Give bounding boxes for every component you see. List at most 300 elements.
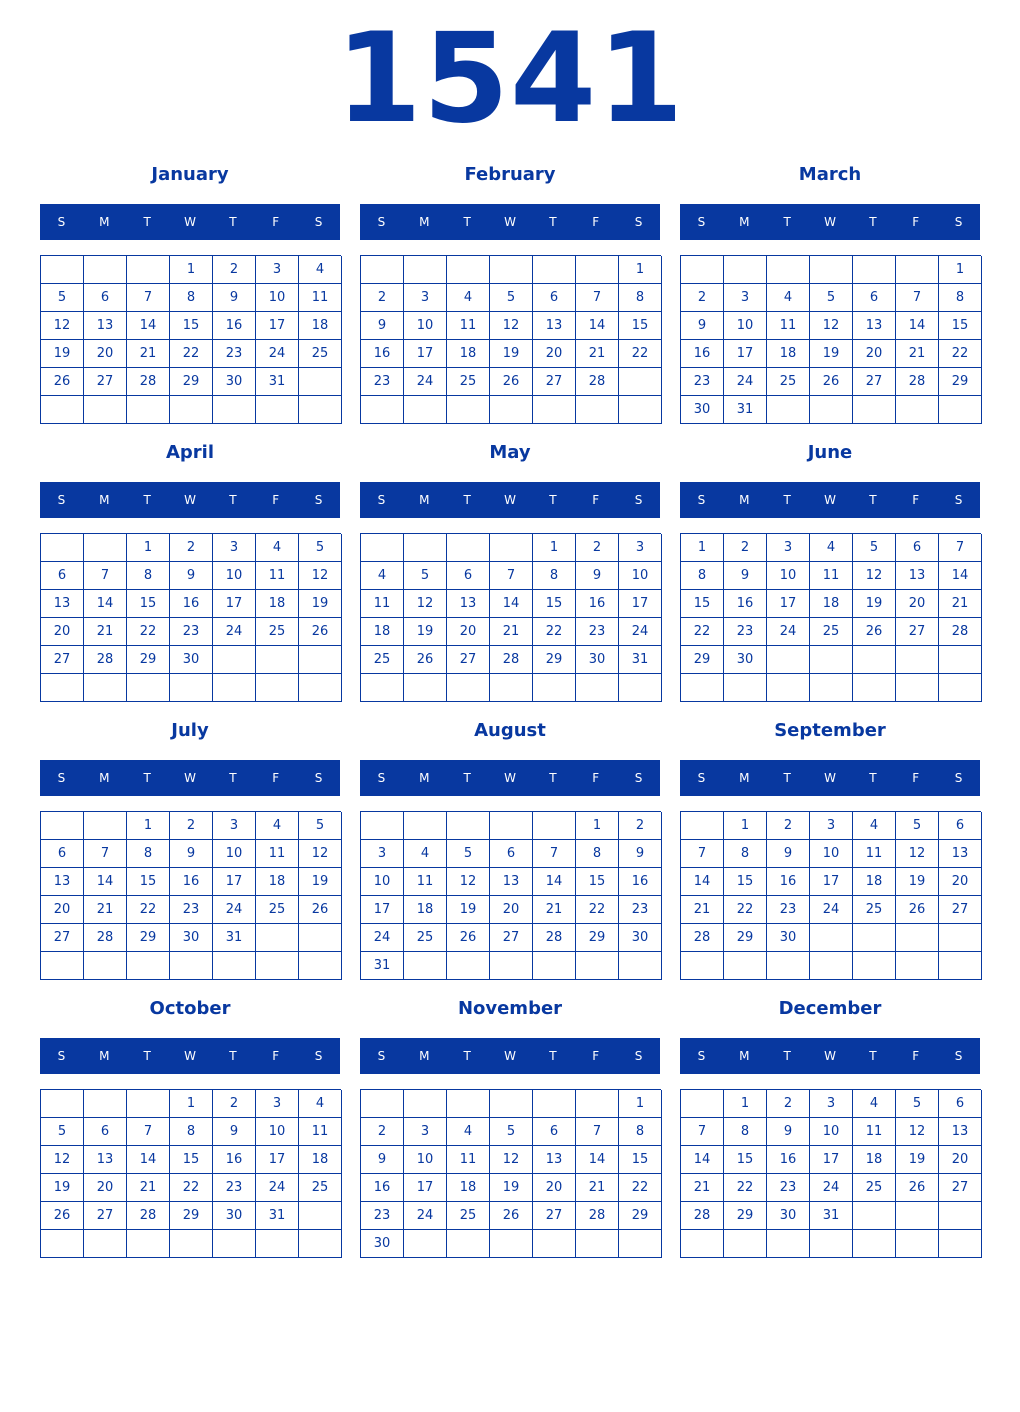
empty-day-cell bbox=[256, 674, 299, 702]
day-cell: 15 bbox=[619, 1146, 662, 1174]
day-cell: 13 bbox=[853, 312, 896, 340]
year-title: 1541 bbox=[335, 7, 685, 151]
day-cell: 11 bbox=[404, 868, 447, 896]
day-cell: 28 bbox=[576, 368, 619, 396]
day-cell: 22 bbox=[170, 340, 213, 368]
day-cell: 18 bbox=[853, 1146, 896, 1174]
empty-day-cell bbox=[84, 534, 127, 562]
day-cell: 30 bbox=[576, 646, 619, 674]
empty-day-cell bbox=[213, 646, 256, 674]
day-cell: 13 bbox=[447, 590, 490, 618]
day-cell: 31 bbox=[724, 396, 767, 424]
day-cell: 28 bbox=[84, 646, 127, 674]
day-cell: 23 bbox=[619, 896, 662, 924]
weekday-label: S bbox=[314, 1049, 323, 1063]
day-cell: 13 bbox=[533, 312, 576, 340]
empty-day-cell bbox=[533, 1230, 576, 1258]
day-cell: 20 bbox=[939, 1146, 982, 1174]
day-cell: 22 bbox=[724, 896, 767, 924]
day-cell: 24 bbox=[256, 1174, 299, 1202]
day-cell: 8 bbox=[619, 284, 662, 312]
day-cell: 12 bbox=[41, 312, 84, 340]
day-cell: 25 bbox=[767, 368, 810, 396]
day-cell: 18 bbox=[361, 618, 404, 646]
day-cell: 23 bbox=[724, 618, 767, 646]
empty-day-cell bbox=[939, 396, 982, 424]
empty-day-cell bbox=[447, 952, 490, 980]
empty-day-cell bbox=[404, 952, 447, 980]
day-cell: 9 bbox=[170, 562, 213, 590]
day-cell: 29 bbox=[576, 924, 619, 952]
day-cell: 23 bbox=[170, 896, 213, 924]
weekday-label: F bbox=[592, 215, 600, 229]
weekday-header bbox=[40, 760, 340, 796]
empty-day-cell bbox=[84, 396, 127, 424]
empty-day-cell bbox=[896, 1230, 939, 1258]
day-cell: 27 bbox=[939, 1174, 982, 1202]
day-cell: 1 bbox=[127, 812, 170, 840]
weekday-header bbox=[40, 1038, 340, 1074]
empty-day-cell bbox=[490, 952, 533, 980]
empty-day-cell bbox=[84, 1090, 127, 1118]
day-cell: 28 bbox=[490, 646, 533, 674]
day-cell: 25 bbox=[299, 340, 342, 368]
day-cell: 11 bbox=[810, 562, 853, 590]
day-cell: 13 bbox=[84, 312, 127, 340]
weekday-label: W bbox=[504, 215, 516, 229]
empty-day-cell bbox=[767, 674, 810, 702]
day-cell: 16 bbox=[361, 1174, 404, 1202]
empty-day-cell bbox=[127, 1090, 170, 1118]
empty-day-cell bbox=[853, 674, 896, 702]
day-cell: 5 bbox=[490, 1118, 533, 1146]
day-cell: 18 bbox=[853, 868, 896, 896]
day-cell: 21 bbox=[84, 618, 127, 646]
month-name: September bbox=[774, 720, 886, 741]
day-cell: 3 bbox=[404, 1118, 447, 1146]
weekday-label: W bbox=[504, 771, 516, 785]
day-cell: 6 bbox=[447, 562, 490, 590]
day-cell: 4 bbox=[299, 1090, 342, 1118]
day-cell: 4 bbox=[853, 1090, 896, 1118]
month-name: May bbox=[489, 442, 531, 463]
day-cell: 20 bbox=[533, 340, 576, 368]
day-cell: 4 bbox=[853, 812, 896, 840]
day-cell: 1 bbox=[681, 534, 724, 562]
empty-day-cell bbox=[299, 1230, 342, 1258]
empty-day-cell bbox=[41, 1090, 84, 1118]
day-cell: 30 bbox=[213, 368, 256, 396]
weekday-label: T bbox=[869, 1049, 877, 1063]
empty-day-cell bbox=[939, 952, 982, 980]
day-cell: 20 bbox=[853, 340, 896, 368]
empty-day-cell bbox=[576, 674, 619, 702]
day-cell: 23 bbox=[170, 618, 213, 646]
day-cell: 11 bbox=[256, 562, 299, 590]
day-cell: 1 bbox=[724, 812, 767, 840]
weekday-label: M bbox=[99, 215, 110, 229]
weekday-label: T bbox=[463, 215, 471, 229]
day-cell: 20 bbox=[447, 618, 490, 646]
weekday-label: T bbox=[783, 1049, 791, 1063]
day-cell: 9 bbox=[213, 284, 256, 312]
day-cell: 12 bbox=[810, 312, 853, 340]
day-cell: 19 bbox=[853, 590, 896, 618]
day-cell: 16 bbox=[170, 868, 213, 896]
weekday-label: M bbox=[99, 771, 110, 785]
day-cell: 21 bbox=[84, 896, 127, 924]
month-name: March bbox=[798, 164, 862, 185]
day-grid bbox=[680, 533, 981, 702]
day-cell: 9 bbox=[361, 1146, 404, 1174]
day-cell: 1 bbox=[533, 534, 576, 562]
day-cell: 3 bbox=[767, 534, 810, 562]
day-cell: 17 bbox=[810, 1146, 853, 1174]
weekday-label: W bbox=[504, 493, 516, 507]
weekday-label: S bbox=[57, 215, 66, 229]
month-name: February bbox=[464, 164, 556, 185]
day-cell: 26 bbox=[490, 368, 533, 396]
day-cell: 21 bbox=[939, 590, 982, 618]
day-cell: 13 bbox=[896, 562, 939, 590]
empty-day-cell bbox=[361, 396, 404, 424]
day-cell: 7 bbox=[533, 840, 576, 868]
day-cell: 7 bbox=[84, 840, 127, 868]
day-cell: 14 bbox=[939, 562, 982, 590]
weekday-label: T bbox=[783, 215, 791, 229]
day-cell: 4 bbox=[447, 1118, 490, 1146]
day-cell: 15 bbox=[619, 312, 662, 340]
empty-day-cell bbox=[939, 674, 982, 702]
weekday-label: S bbox=[377, 771, 386, 785]
empty-day-cell bbox=[41, 952, 84, 980]
day-cell: 5 bbox=[299, 812, 342, 840]
empty-day-cell bbox=[361, 674, 404, 702]
weekday-label: S bbox=[57, 1049, 66, 1063]
day-cell: 28 bbox=[939, 618, 982, 646]
empty-day-cell bbox=[853, 952, 896, 980]
empty-day-cell bbox=[810, 1230, 853, 1258]
day-cell: 3 bbox=[810, 1090, 853, 1118]
day-cell: 16 bbox=[170, 590, 213, 618]
day-cell: 10 bbox=[213, 562, 256, 590]
day-cell: 17 bbox=[256, 312, 299, 340]
empty-day-cell bbox=[576, 396, 619, 424]
empty-day-cell bbox=[896, 952, 939, 980]
empty-day-cell bbox=[404, 256, 447, 284]
day-cell: 29 bbox=[939, 368, 982, 396]
day-cell: 19 bbox=[896, 1146, 939, 1174]
day-cell: 23 bbox=[767, 896, 810, 924]
empty-day-cell bbox=[619, 952, 662, 980]
weekday-label: T bbox=[143, 1049, 151, 1063]
empty-day-cell bbox=[724, 952, 767, 980]
empty-day-cell bbox=[533, 1090, 576, 1118]
day-cell: 19 bbox=[299, 590, 342, 618]
empty-day-cell bbox=[256, 1230, 299, 1258]
day-cell: 16 bbox=[767, 1146, 810, 1174]
day-cell: 10 bbox=[724, 312, 767, 340]
day-cell: 27 bbox=[447, 646, 490, 674]
day-cell: 20 bbox=[41, 896, 84, 924]
weekday-label: T bbox=[143, 493, 151, 507]
day-cell: 4 bbox=[256, 812, 299, 840]
day-cell: 5 bbox=[896, 812, 939, 840]
day-cell: 15 bbox=[127, 590, 170, 618]
day-cell: 16 bbox=[213, 1146, 256, 1174]
day-cell: 31 bbox=[256, 1202, 299, 1230]
day-cell: 17 bbox=[724, 340, 767, 368]
day-cell: 6 bbox=[84, 1118, 127, 1146]
empty-day-cell bbox=[810, 674, 853, 702]
day-cell: 2 bbox=[170, 534, 213, 562]
day-cell: 15 bbox=[533, 590, 576, 618]
empty-day-cell bbox=[724, 256, 767, 284]
day-cell: 23 bbox=[361, 368, 404, 396]
weekday-header bbox=[680, 760, 980, 796]
day-cell: 24 bbox=[619, 618, 662, 646]
empty-day-cell bbox=[810, 646, 853, 674]
empty-day-cell bbox=[447, 534, 490, 562]
day-cell: 21 bbox=[490, 618, 533, 646]
empty-day-cell bbox=[939, 924, 982, 952]
weekday-label: T bbox=[783, 493, 791, 507]
day-cell: 24 bbox=[361, 924, 404, 952]
empty-day-cell bbox=[767, 646, 810, 674]
day-cell: 9 bbox=[361, 312, 404, 340]
empty-day-cell bbox=[299, 646, 342, 674]
day-cell: 13 bbox=[84, 1146, 127, 1174]
day-cell: 23 bbox=[767, 1174, 810, 1202]
day-cell: 19 bbox=[490, 1174, 533, 1202]
empty-day-cell bbox=[299, 368, 342, 396]
empty-day-cell bbox=[767, 396, 810, 424]
weekday-label: W bbox=[504, 1049, 516, 1063]
day-cell: 13 bbox=[41, 590, 84, 618]
weekday-label: T bbox=[463, 493, 471, 507]
empty-day-cell bbox=[404, 1230, 447, 1258]
day-cell: 25 bbox=[299, 1174, 342, 1202]
empty-day-cell bbox=[361, 256, 404, 284]
day-cell: 8 bbox=[576, 840, 619, 868]
day-cell: 26 bbox=[41, 1202, 84, 1230]
empty-day-cell bbox=[619, 368, 662, 396]
empty-day-cell bbox=[533, 812, 576, 840]
weekday-label: T bbox=[549, 493, 557, 507]
day-cell: 16 bbox=[576, 590, 619, 618]
day-cell: 4 bbox=[447, 284, 490, 312]
empty-day-cell bbox=[853, 396, 896, 424]
day-cell: 10 bbox=[767, 562, 810, 590]
day-cell: 18 bbox=[299, 312, 342, 340]
day-cell: 11 bbox=[256, 840, 299, 868]
empty-day-cell bbox=[447, 396, 490, 424]
day-cell: 23 bbox=[213, 340, 256, 368]
day-cell: 12 bbox=[404, 590, 447, 618]
day-cell: 20 bbox=[533, 1174, 576, 1202]
empty-day-cell bbox=[576, 952, 619, 980]
weekday-label: W bbox=[184, 1049, 196, 1063]
day-cell: 4 bbox=[361, 562, 404, 590]
day-cell: 5 bbox=[404, 562, 447, 590]
day-cell: 13 bbox=[939, 1118, 982, 1146]
weekday-label: F bbox=[272, 215, 280, 229]
day-cell: 7 bbox=[681, 1118, 724, 1146]
day-grid bbox=[40, 811, 341, 980]
month-name: January bbox=[151, 164, 229, 185]
day-cell: 30 bbox=[724, 646, 767, 674]
weekday-header bbox=[360, 760, 660, 796]
day-cell: 19 bbox=[447, 896, 490, 924]
day-cell: 25 bbox=[853, 1174, 896, 1202]
empty-day-cell bbox=[447, 674, 490, 702]
day-cell: 1 bbox=[724, 1090, 767, 1118]
day-cell: 11 bbox=[767, 312, 810, 340]
day-cell: 23 bbox=[681, 368, 724, 396]
weekday-label: S bbox=[697, 215, 706, 229]
day-cell: 2 bbox=[619, 812, 662, 840]
day-cell: 9 bbox=[576, 562, 619, 590]
day-cell: 1 bbox=[619, 1090, 662, 1118]
day-cell: 7 bbox=[127, 284, 170, 312]
weekday-label: S bbox=[954, 1049, 963, 1063]
weekday-label: M bbox=[419, 771, 430, 785]
day-cell: 22 bbox=[576, 896, 619, 924]
empty-day-cell bbox=[896, 674, 939, 702]
day-cell: 18 bbox=[767, 340, 810, 368]
day-cell: 27 bbox=[939, 896, 982, 924]
day-cell: 17 bbox=[767, 590, 810, 618]
empty-day-cell bbox=[853, 256, 896, 284]
day-cell: 30 bbox=[619, 924, 662, 952]
day-cell: 21 bbox=[896, 340, 939, 368]
empty-day-cell bbox=[447, 1230, 490, 1258]
day-cell: 8 bbox=[170, 284, 213, 312]
empty-day-cell bbox=[404, 534, 447, 562]
weekday-header bbox=[680, 482, 980, 518]
day-cell: 22 bbox=[619, 340, 662, 368]
month-name: April bbox=[165, 442, 215, 463]
day-cell: 9 bbox=[681, 312, 724, 340]
day-cell: 24 bbox=[810, 1174, 853, 1202]
empty-day-cell bbox=[853, 924, 896, 952]
day-cell: 4 bbox=[767, 284, 810, 312]
weekday-label: S bbox=[954, 215, 963, 229]
month-name: August bbox=[474, 720, 546, 741]
day-cell: 25 bbox=[256, 896, 299, 924]
day-cell: 9 bbox=[767, 840, 810, 868]
day-cell: 24 bbox=[810, 896, 853, 924]
day-cell: 14 bbox=[84, 590, 127, 618]
month-name: June bbox=[807, 442, 853, 463]
day-cell: 10 bbox=[810, 840, 853, 868]
day-cell: 11 bbox=[853, 840, 896, 868]
weekday-label: S bbox=[634, 215, 643, 229]
day-cell: 25 bbox=[447, 368, 490, 396]
day-cell: 20 bbox=[896, 590, 939, 618]
day-cell: 27 bbox=[896, 618, 939, 646]
day-cell: 8 bbox=[533, 562, 576, 590]
empty-day-cell bbox=[213, 1230, 256, 1258]
day-cell: 21 bbox=[681, 896, 724, 924]
day-cell: 15 bbox=[681, 590, 724, 618]
day-cell: 8 bbox=[127, 840, 170, 868]
day-cell: 31 bbox=[213, 924, 256, 952]
day-cell: 6 bbox=[41, 840, 84, 868]
day-cell: 1 bbox=[127, 534, 170, 562]
day-cell: 17 bbox=[404, 1174, 447, 1202]
day-cell: 22 bbox=[533, 618, 576, 646]
day-cell: 10 bbox=[256, 1118, 299, 1146]
day-cell: 2 bbox=[576, 534, 619, 562]
empty-day-cell bbox=[810, 952, 853, 980]
weekday-label: T bbox=[549, 215, 557, 229]
empty-day-cell bbox=[767, 256, 810, 284]
empty-day-cell bbox=[213, 952, 256, 980]
weekday-label: T bbox=[229, 1049, 237, 1063]
day-cell: 20 bbox=[41, 618, 84, 646]
weekday-label: F bbox=[272, 771, 280, 785]
day-cell: 16 bbox=[724, 590, 767, 618]
day-cell: 1 bbox=[170, 1090, 213, 1118]
day-cell: 28 bbox=[84, 924, 127, 952]
empty-day-cell bbox=[576, 256, 619, 284]
day-cell: 6 bbox=[41, 562, 84, 590]
month-name: October bbox=[149, 998, 231, 1019]
empty-day-cell bbox=[361, 534, 404, 562]
weekday-label: S bbox=[697, 1049, 706, 1063]
weekday-label: T bbox=[143, 215, 151, 229]
day-cell: 2 bbox=[681, 284, 724, 312]
day-cell: 16 bbox=[619, 868, 662, 896]
day-cell: 22 bbox=[724, 1174, 767, 1202]
empty-day-cell bbox=[681, 1090, 724, 1118]
weekday-label: F bbox=[592, 493, 600, 507]
empty-day-cell bbox=[619, 1230, 662, 1258]
day-cell: 26 bbox=[41, 368, 84, 396]
day-cell: 7 bbox=[84, 562, 127, 590]
day-cell: 18 bbox=[404, 896, 447, 924]
empty-day-cell bbox=[853, 1202, 896, 1230]
day-cell: 12 bbox=[41, 1146, 84, 1174]
day-cell: 7 bbox=[127, 1118, 170, 1146]
day-cell: 7 bbox=[576, 284, 619, 312]
empty-day-cell bbox=[361, 1090, 404, 1118]
day-cell: 22 bbox=[127, 896, 170, 924]
empty-day-cell bbox=[84, 952, 127, 980]
day-cell: 8 bbox=[724, 840, 767, 868]
day-cell: 1 bbox=[170, 256, 213, 284]
weekday-label: F bbox=[592, 771, 600, 785]
weekday-label: S bbox=[314, 493, 323, 507]
day-cell: 3 bbox=[810, 812, 853, 840]
day-cell: 26 bbox=[299, 896, 342, 924]
empty-day-cell bbox=[896, 396, 939, 424]
empty-day-cell bbox=[127, 952, 170, 980]
day-cell: 29 bbox=[127, 924, 170, 952]
day-cell: 1 bbox=[939, 256, 982, 284]
weekday-label: M bbox=[99, 1049, 110, 1063]
day-cell: 26 bbox=[896, 1174, 939, 1202]
day-cell: 18 bbox=[447, 1174, 490, 1202]
empty-day-cell bbox=[853, 646, 896, 674]
weekday-label: W bbox=[824, 1049, 836, 1063]
empty-day-cell bbox=[533, 674, 576, 702]
day-cell: 18 bbox=[256, 868, 299, 896]
day-cell: 13 bbox=[939, 840, 982, 868]
day-cell: 13 bbox=[490, 868, 533, 896]
day-cell: 27 bbox=[84, 368, 127, 396]
